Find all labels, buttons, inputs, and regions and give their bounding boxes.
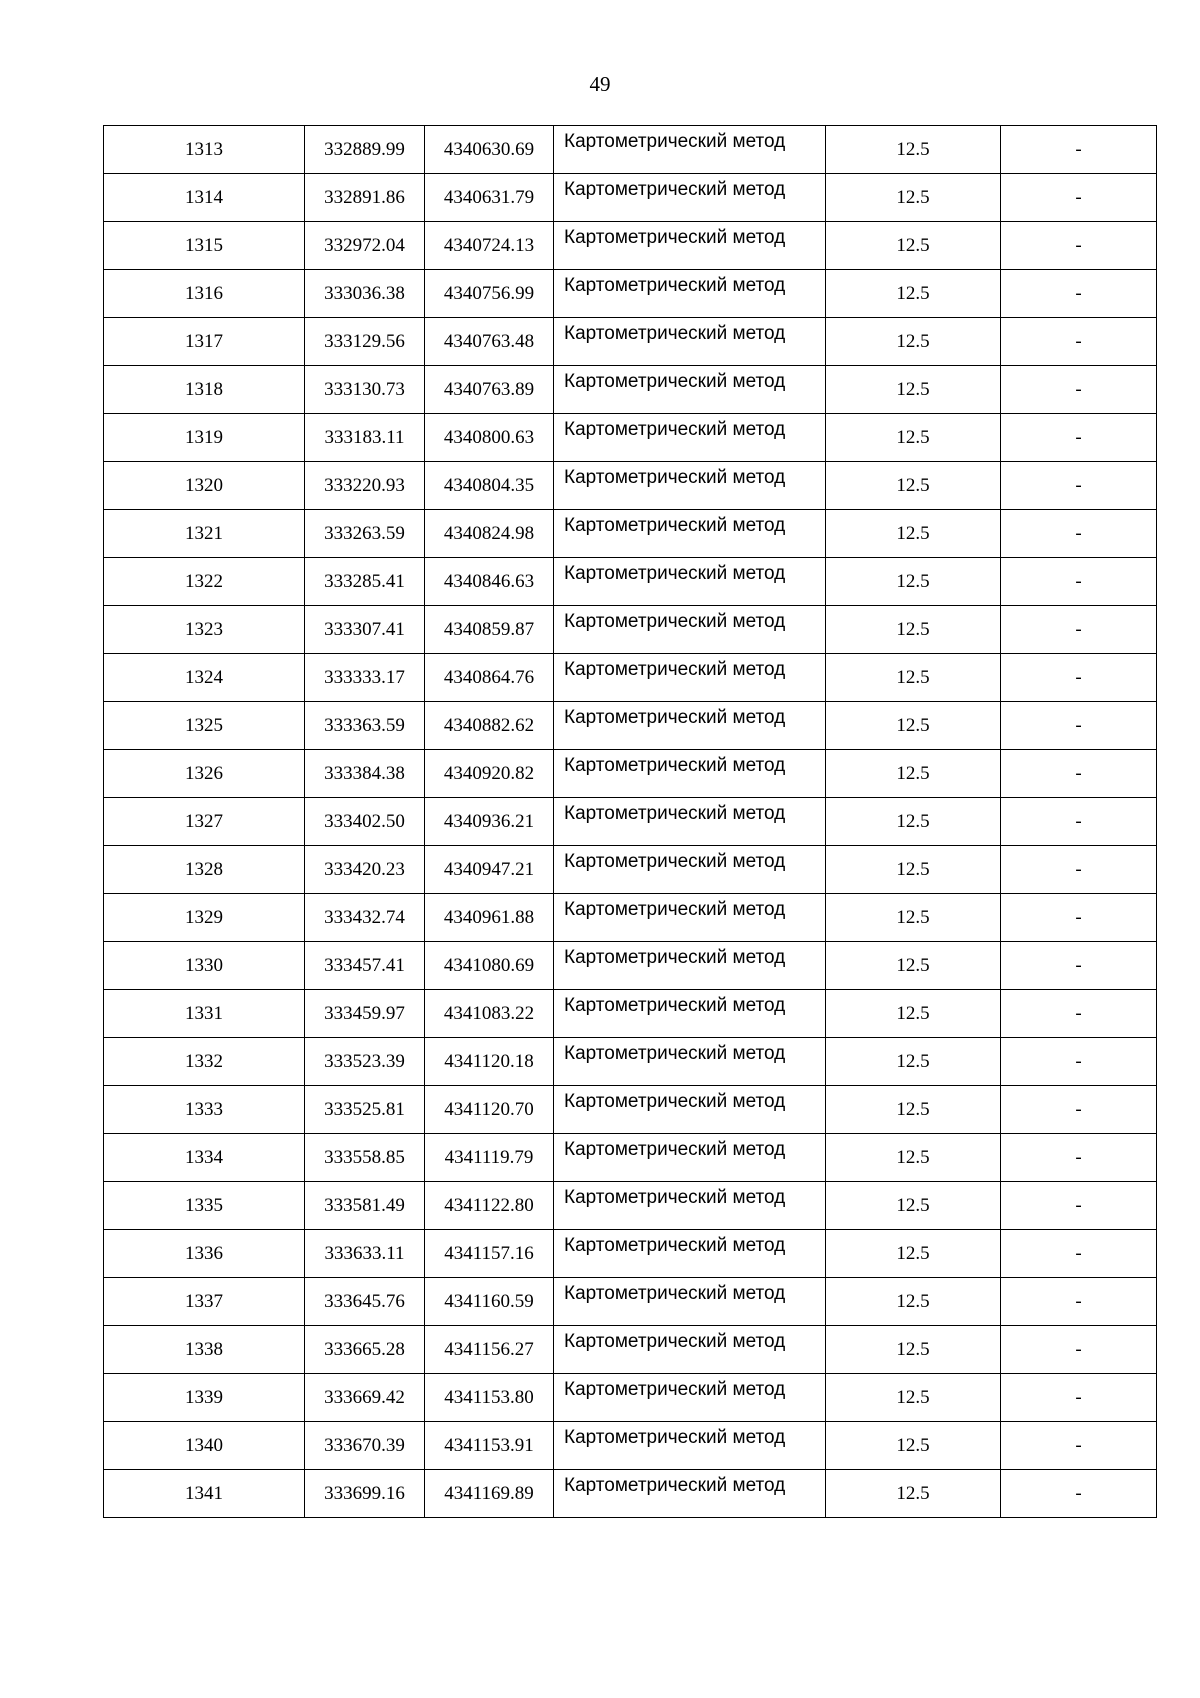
y-coordinate-cell: 4341160.59 <box>425 1278 554 1326</box>
x-coordinate-cell: 333220.93 <box>305 462 425 510</box>
accuracy-cell: 12.5 <box>826 414 1001 462</box>
y-coordinate-cell: 4341120.18 <box>425 1038 554 1086</box>
y-coordinate-cell: 4340961.88 <box>425 894 554 942</box>
point-number-cell: 1313 <box>104 126 305 174</box>
note-cell: - <box>1001 606 1157 654</box>
table-row <box>104 270 1157 318</box>
point-number-cell: 1322 <box>104 558 305 606</box>
y-coordinate-cell: 4340763.48 <box>425 318 554 366</box>
method-cell: Картометрический метод <box>554 1278 826 1326</box>
point-number-cell: 1319 <box>104 414 305 462</box>
y-coordinate-cell: 4340724.13 <box>425 222 554 270</box>
point-number-cell: 1327 <box>104 798 305 846</box>
method-cell: Картометрический метод <box>554 1326 826 1374</box>
note-cell: - <box>1001 222 1157 270</box>
point-number-cell: 1324 <box>104 654 305 702</box>
point-number-cell: 1326 <box>104 750 305 798</box>
table-row <box>104 126 1157 174</box>
accuracy-cell: 12.5 <box>826 462 1001 510</box>
note-cell: - <box>1001 1278 1157 1326</box>
point-number-cell: 1317 <box>104 318 305 366</box>
y-coordinate-cell: 4341119.79 <box>425 1134 554 1182</box>
method-cell: Картометрический метод <box>554 126 826 174</box>
note-cell: - <box>1001 942 1157 990</box>
accuracy-cell: 12.5 <box>826 606 1001 654</box>
method-cell: Картометрический метод <box>554 1422 826 1470</box>
method-cell: Картометрический метод <box>554 1134 826 1182</box>
note-cell: - <box>1001 1182 1157 1230</box>
point-number-cell: 1328 <box>104 846 305 894</box>
table-row <box>104 1086 1157 1134</box>
note-cell: - <box>1001 846 1157 894</box>
method-cell: Картометрический метод <box>554 510 826 558</box>
x-coordinate-cell: 333633.11 <box>305 1230 425 1278</box>
note-cell: - <box>1001 1086 1157 1134</box>
accuracy-cell: 12.5 <box>826 126 1001 174</box>
x-coordinate-cell: 333307.41 <box>305 606 425 654</box>
y-coordinate-cell: 4340800.63 <box>425 414 554 462</box>
table-row <box>104 318 1157 366</box>
accuracy-cell: 12.5 <box>826 798 1001 846</box>
table-row <box>104 1422 1157 1470</box>
y-coordinate-cell: 4341120.70 <box>425 1086 554 1134</box>
accuracy-cell: 12.5 <box>826 846 1001 894</box>
x-coordinate-cell: 333285.41 <box>305 558 425 606</box>
method-cell: Картометрический метод <box>554 1038 826 1086</box>
method-cell: Картометрический метод <box>554 462 826 510</box>
y-coordinate-cell: 4340631.79 <box>425 174 554 222</box>
x-coordinate-cell: 332972.04 <box>305 222 425 270</box>
x-coordinate-cell: 333645.76 <box>305 1278 425 1326</box>
table-row <box>104 1134 1157 1182</box>
point-number-cell: 1338 <box>104 1326 305 1374</box>
point-number-cell: 1329 <box>104 894 305 942</box>
method-cell: Картометрический метод <box>554 1470 826 1518</box>
method-cell: Картометрический метод <box>554 1230 826 1278</box>
y-coordinate-cell: 4340936.21 <box>425 798 554 846</box>
table-row <box>104 606 1157 654</box>
method-cell: Картометрический метод <box>554 606 826 654</box>
table-row <box>104 1470 1157 1518</box>
table-row <box>104 1038 1157 1086</box>
note-cell: - <box>1001 1326 1157 1374</box>
table-row <box>104 558 1157 606</box>
accuracy-cell: 12.5 <box>826 174 1001 222</box>
table-row <box>104 990 1157 1038</box>
note-cell: - <box>1001 894 1157 942</box>
accuracy-cell: 12.5 <box>826 270 1001 318</box>
table-row <box>104 1374 1157 1422</box>
accuracy-cell: 12.5 <box>826 1182 1001 1230</box>
accuracy-cell: 12.5 <box>826 1470 1001 1518</box>
method-cell: Картометрический метод <box>554 222 826 270</box>
method-cell: Картометрический метод <box>554 414 826 462</box>
accuracy-cell: 12.5 <box>826 1422 1001 1470</box>
note-cell: - <box>1001 1230 1157 1278</box>
x-coordinate-cell: 333665.28 <box>305 1326 425 1374</box>
point-number-cell: 1341 <box>104 1470 305 1518</box>
point-number-cell: 1333 <box>104 1086 305 1134</box>
note-cell: - <box>1001 1374 1157 1422</box>
note-cell: - <box>1001 1422 1157 1470</box>
y-coordinate-cell: 4341080.69 <box>425 942 554 990</box>
y-coordinate-cell: 4341153.91 <box>425 1422 554 1470</box>
accuracy-cell: 12.5 <box>826 654 1001 702</box>
accuracy-cell: 12.5 <box>826 702 1001 750</box>
y-coordinate-cell: 4340882.62 <box>425 702 554 750</box>
note-cell: - <box>1001 174 1157 222</box>
y-coordinate-cell: 4341122.80 <box>425 1182 554 1230</box>
method-cell: Картометрический метод <box>554 894 826 942</box>
y-coordinate-cell: 4340864.76 <box>425 654 554 702</box>
point-number-cell: 1340 <box>104 1422 305 1470</box>
x-coordinate-cell: 333558.85 <box>305 1134 425 1182</box>
x-coordinate-cell: 333670.39 <box>305 1422 425 1470</box>
method-cell: Картометрический метод <box>554 702 826 750</box>
x-coordinate-cell: 333525.81 <box>305 1086 425 1134</box>
point-number-cell: 1314 <box>104 174 305 222</box>
point-number-cell: 1335 <box>104 1182 305 1230</box>
x-coordinate-cell: 333669.42 <box>305 1374 425 1422</box>
method-cell: Картометрический метод <box>554 1182 826 1230</box>
point-number-cell: 1318 <box>104 366 305 414</box>
method-cell: Картометрический метод <box>554 318 826 366</box>
accuracy-cell: 12.5 <box>826 990 1001 1038</box>
x-coordinate-cell: 333432.74 <box>305 894 425 942</box>
table-row <box>104 510 1157 558</box>
x-coordinate-cell: 333402.50 <box>305 798 425 846</box>
table-body <box>104 126 1157 1518</box>
accuracy-cell: 12.5 <box>826 942 1001 990</box>
point-number-cell: 1321 <box>104 510 305 558</box>
y-coordinate-cell: 4340824.98 <box>425 510 554 558</box>
note-cell: - <box>1001 270 1157 318</box>
table-row <box>104 702 1157 750</box>
x-coordinate-cell: 333420.23 <box>305 846 425 894</box>
x-coordinate-cell: 333363.59 <box>305 702 425 750</box>
note-cell: - <box>1001 366 1157 414</box>
table-row <box>104 1182 1157 1230</box>
accuracy-cell: 12.5 <box>826 558 1001 606</box>
method-cell: Картометрический метод <box>554 1086 826 1134</box>
note-cell: - <box>1001 750 1157 798</box>
point-number-cell: 1316 <box>104 270 305 318</box>
y-coordinate-cell: 4341169.89 <box>425 1470 554 1518</box>
accuracy-cell: 12.5 <box>826 510 1001 558</box>
table-row <box>104 846 1157 894</box>
table-row <box>104 366 1157 414</box>
method-cell: Картометрический метод <box>554 942 826 990</box>
note-cell: - <box>1001 654 1157 702</box>
note-cell: - <box>1001 1038 1157 1086</box>
accuracy-cell: 12.5 <box>826 222 1001 270</box>
table-row <box>104 414 1157 462</box>
x-coordinate-cell: 333263.59 <box>305 510 425 558</box>
x-coordinate-cell: 333523.39 <box>305 1038 425 1086</box>
y-coordinate-cell: 4340920.82 <box>425 750 554 798</box>
method-cell: Картометрический метод <box>554 798 826 846</box>
note-cell: - <box>1001 462 1157 510</box>
note-cell: - <box>1001 558 1157 606</box>
note-cell: - <box>1001 990 1157 1038</box>
method-cell: Картометрический метод <box>554 654 826 702</box>
accuracy-cell: 12.5 <box>826 1038 1001 1086</box>
accuracy-cell: 12.5 <box>826 318 1001 366</box>
coordinates-table <box>103 125 1157 1518</box>
note-cell: - <box>1001 126 1157 174</box>
table-row <box>104 1326 1157 1374</box>
y-coordinate-cell: 4340756.99 <box>425 270 554 318</box>
point-number-cell: 1339 <box>104 1374 305 1422</box>
accuracy-cell: 12.5 <box>826 1374 1001 1422</box>
point-number-cell: 1334 <box>104 1134 305 1182</box>
note-cell: - <box>1001 702 1157 750</box>
method-cell: Картометрический метод <box>554 270 826 318</box>
accuracy-cell: 12.5 <box>826 1134 1001 1182</box>
x-coordinate-cell: 332891.86 <box>305 174 425 222</box>
point-number-cell: 1332 <box>104 1038 305 1086</box>
x-coordinate-cell: 333457.41 <box>305 942 425 990</box>
table-row <box>104 222 1157 270</box>
y-coordinate-cell: 4341083.22 <box>425 990 554 1038</box>
x-coordinate-cell: 333183.11 <box>305 414 425 462</box>
y-coordinate-cell: 4340763.89 <box>425 366 554 414</box>
accuracy-cell: 12.5 <box>826 1278 1001 1326</box>
table-row <box>104 462 1157 510</box>
point-number-cell: 1323 <box>104 606 305 654</box>
table-row <box>104 894 1157 942</box>
accuracy-cell: 12.5 <box>826 750 1001 798</box>
point-number-cell: 1331 <box>104 990 305 1038</box>
x-coordinate-cell: 333333.17 <box>305 654 425 702</box>
method-cell: Картометрический метод <box>554 750 826 798</box>
point-number-cell: 1315 <box>104 222 305 270</box>
y-coordinate-cell: 4340804.35 <box>425 462 554 510</box>
point-number-cell: 1320 <box>104 462 305 510</box>
accuracy-cell: 12.5 <box>826 1326 1001 1374</box>
y-coordinate-cell: 4340947.21 <box>425 846 554 894</box>
method-cell: Картометрический метод <box>554 990 826 1038</box>
y-coordinate-cell: 4340846.63 <box>425 558 554 606</box>
y-coordinate-cell: 4341153.80 <box>425 1374 554 1422</box>
point-number-cell: 1336 <box>104 1230 305 1278</box>
table-row <box>104 174 1157 222</box>
method-cell: Картометрический метод <box>554 174 826 222</box>
accuracy-cell: 12.5 <box>826 1086 1001 1134</box>
y-coordinate-cell: 4341157.16 <box>425 1230 554 1278</box>
note-cell: - <box>1001 798 1157 846</box>
x-coordinate-cell: 333129.56 <box>305 318 425 366</box>
y-coordinate-cell: 4341156.27 <box>425 1326 554 1374</box>
table-row <box>104 1278 1157 1326</box>
y-coordinate-cell: 4340859.87 <box>425 606 554 654</box>
accuracy-cell: 12.5 <box>826 894 1001 942</box>
accuracy-cell: 12.5 <box>826 366 1001 414</box>
x-coordinate-cell: 333130.73 <box>305 366 425 414</box>
note-cell: - <box>1001 1134 1157 1182</box>
point-number-cell: 1325 <box>104 702 305 750</box>
method-cell: Картометрический метод <box>554 366 826 414</box>
point-number-cell: 1330 <box>104 942 305 990</box>
x-coordinate-cell: 332889.99 <box>305 126 425 174</box>
x-coordinate-cell: 333699.16 <box>305 1470 425 1518</box>
point-number-cell: 1337 <box>104 1278 305 1326</box>
page-number: 49 <box>589 72 611 96</box>
note-cell: - <box>1001 414 1157 462</box>
method-cell: Картометрический метод <box>554 558 826 606</box>
x-coordinate-cell: 333581.49 <box>305 1182 425 1230</box>
note-cell: - <box>1001 318 1157 366</box>
x-coordinate-cell: 333459.97 <box>305 990 425 1038</box>
method-cell: Картометрический метод <box>554 1374 826 1422</box>
table-row <box>104 798 1157 846</box>
table-row <box>104 654 1157 702</box>
table-row <box>104 750 1157 798</box>
table-row <box>104 1230 1157 1278</box>
note-cell: - <box>1001 1470 1157 1518</box>
x-coordinate-cell: 333384.38 <box>305 750 425 798</box>
accuracy-cell: 12.5 <box>826 1230 1001 1278</box>
table-row <box>104 942 1157 990</box>
method-cell: Картометрический метод <box>554 846 826 894</box>
note-cell: - <box>1001 510 1157 558</box>
y-coordinate-cell: 4340630.69 <box>425 126 554 174</box>
x-coordinate-cell: 333036.38 <box>305 270 425 318</box>
